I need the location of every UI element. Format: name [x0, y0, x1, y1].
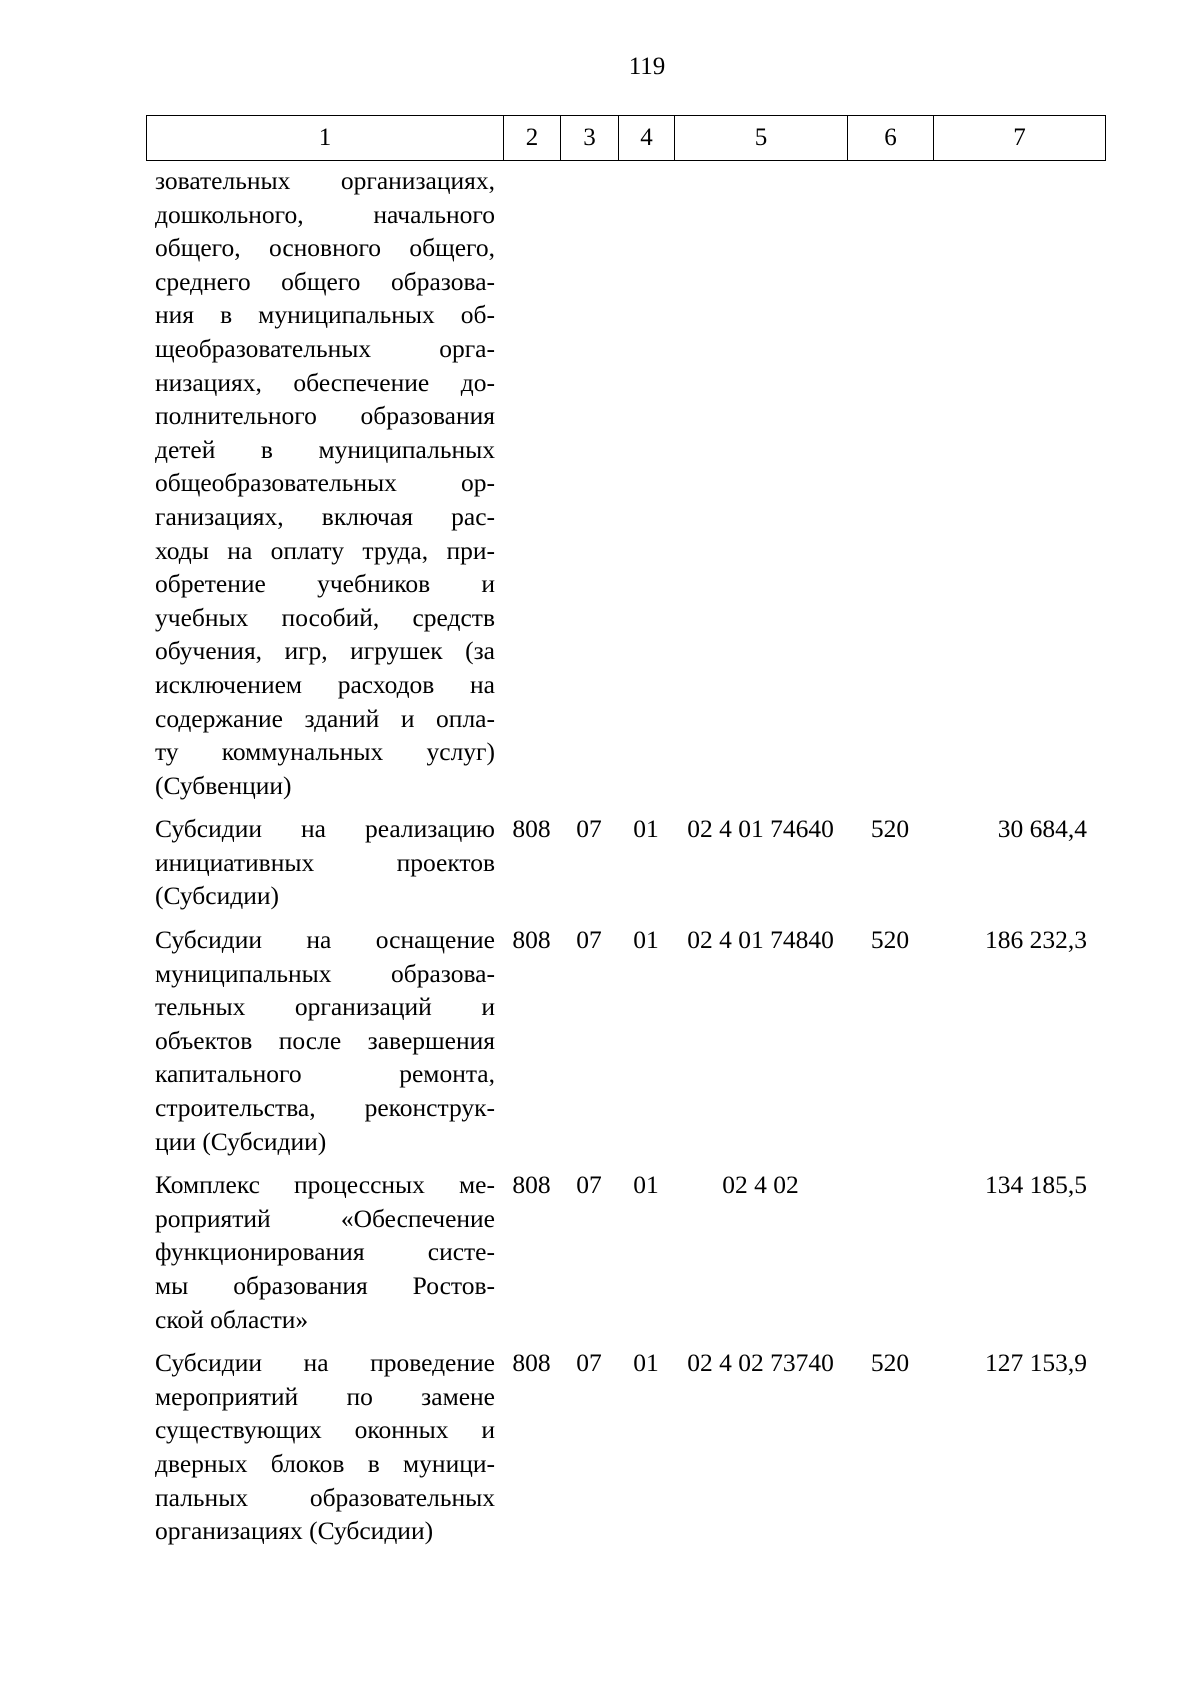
description-line: объектов после завершения — [155, 1025, 495, 1055]
description-line: содержание зданий и опла- — [155, 703, 495, 733]
table-row — [146, 812, 1126, 913]
description-line: ту коммунальных услуг) — [155, 737, 495, 767]
expense-type-code: 520 — [870, 814, 910, 844]
description-line: (Субвенции) — [155, 770, 292, 800]
description-line: тельных организаций и — [155, 992, 495, 1022]
target-article-code — [674, 164, 847, 802]
table-row — [146, 923, 1126, 1158]
ministry-code: 808 — [512, 925, 551, 955]
description-line: мы образования Ростов- — [155, 1271, 495, 1300]
page-number: 119 — [628, 53, 666, 80]
row-description — [146, 923, 503, 1158]
table-row — [146, 164, 1126, 802]
description-line: Субсидии на проведение — [155, 1348, 495, 1378]
description-line: ходы на оплату труда, при- — [155, 535, 495, 565]
ministry-code: 808 — [512, 1170, 551, 1200]
description-line: функционирования систе- — [155, 1237, 495, 1267]
ministry-code — [503, 164, 560, 802]
column-header-1: 1 — [147, 116, 504, 161]
section-code: 07 — [576, 925, 602, 955]
description-line: среднего общего образова- — [155, 266, 495, 296]
target-article-code: 02 4 01 74640 — [687, 814, 834, 844]
description-line: зовательных организациях, — [155, 166, 495, 195]
amount-value: 127 153,9 — [985, 1348, 1087, 1378]
column-header-3: 3 — [561, 116, 619, 161]
description-line: мероприятий по замене — [155, 1381, 495, 1411]
amount-value: 186 232,3 — [985, 925, 1087, 955]
section-code: 07 — [576, 814, 602, 844]
column-header-6: 6 — [848, 116, 934, 161]
description-line: Субсидии на оснащение — [155, 925, 495, 955]
target-article-code: 02 4 02 73740 — [687, 1348, 834, 1378]
amount-value — [933, 164, 1097, 802]
description-line: существующих оконных и — [155, 1415, 495, 1445]
description-line: низациях, обеспечение до- — [155, 367, 495, 397]
description-line: ния в муниципальных об- — [155, 300, 495, 330]
subsection-code — [618, 164, 674, 802]
description-line: капитального ремонта, — [155, 1059, 495, 1089]
column-header-7: 7 — [934, 116, 1106, 161]
description-line: щеобразовательных орга- — [155, 333, 495, 363]
row-description — [146, 1168, 503, 1336]
description-line: исключением расходов на — [155, 669, 495, 699]
description-line: строительства, реконструк- — [155, 1093, 495, 1123]
description-line: дошкольного, начального — [155, 199, 495, 229]
description-line: полнительного образования — [155, 401, 495, 431]
description-line: учебных пособий, средств — [155, 602, 495, 632]
description-line: (Субсидии) — [155, 881, 279, 911]
subsection-code: 01 — [633, 1170, 659, 1200]
column-header-table — [146, 115, 1106, 161]
section-code — [560, 164, 618, 802]
row-description — [146, 1346, 503, 1548]
section-code: 07 — [576, 1170, 602, 1200]
column-header-4: 4 — [619, 116, 675, 161]
description-line: ганизациях, включая рас- — [155, 501, 495, 531]
expense-type-code: 520 — [870, 1348, 910, 1378]
description-line: инициативных проектов — [155, 847, 495, 877]
row-description — [146, 164, 503, 802]
target-article-code: 02 4 01 74840 — [687, 925, 834, 955]
description-line: обретение учебников и — [155, 569, 495, 599]
description-line: организациях (Субсидии) — [155, 1516, 434, 1546]
description-line: муниципальных образова- — [155, 958, 495, 988]
description-line: Комплекс процессных ме- — [155, 1170, 495, 1200]
expense-type-code — [847, 1168, 933, 1336]
description-line: общеобразовательных ор- — [155, 468, 495, 498]
description-line: ской области» — [155, 1304, 309, 1334]
amount-value: 30 684,4 — [997, 814, 1087, 844]
target-article-code: 02 4 02 — [722, 1170, 799, 1200]
ministry-code: 808 — [512, 1348, 551, 1378]
description-line: Субсидии на реализацию — [155, 814, 495, 844]
description-line: обучения, игр, игрушек (за — [155, 636, 495, 666]
description-line: пальных образовательных — [155, 1482, 495, 1512]
column-header-2: 2 — [504, 116, 561, 161]
amount-value: 134 185,5 — [985, 1170, 1087, 1200]
column-header-5: 5 — [675, 116, 848, 161]
description-line: ции (Субсидии) — [155, 1126, 327, 1156]
section-code: 07 — [576, 1348, 602, 1378]
table-row — [146, 1346, 1126, 1548]
description-line: дверных блоков в муници- — [155, 1448, 495, 1478]
ministry-code: 808 — [512, 814, 551, 844]
expense-type-code — [847, 164, 933, 802]
column-header-row — [147, 116, 1106, 161]
description-line: роприятий «Обеспечение — [155, 1203, 495, 1233]
description-line: общего, основного общего, — [155, 233, 495, 263]
subsection-code: 01 — [633, 814, 659, 844]
table-row — [146, 1168, 1126, 1336]
row-description — [146, 812, 503, 913]
budget-table-body — [146, 164, 1126, 1548]
subsection-code: 01 — [633, 925, 659, 955]
expense-type-code: 520 — [870, 925, 910, 955]
description-line: детей в муниципальных — [155, 434, 495, 464]
subsection-code: 01 — [633, 1348, 659, 1378]
